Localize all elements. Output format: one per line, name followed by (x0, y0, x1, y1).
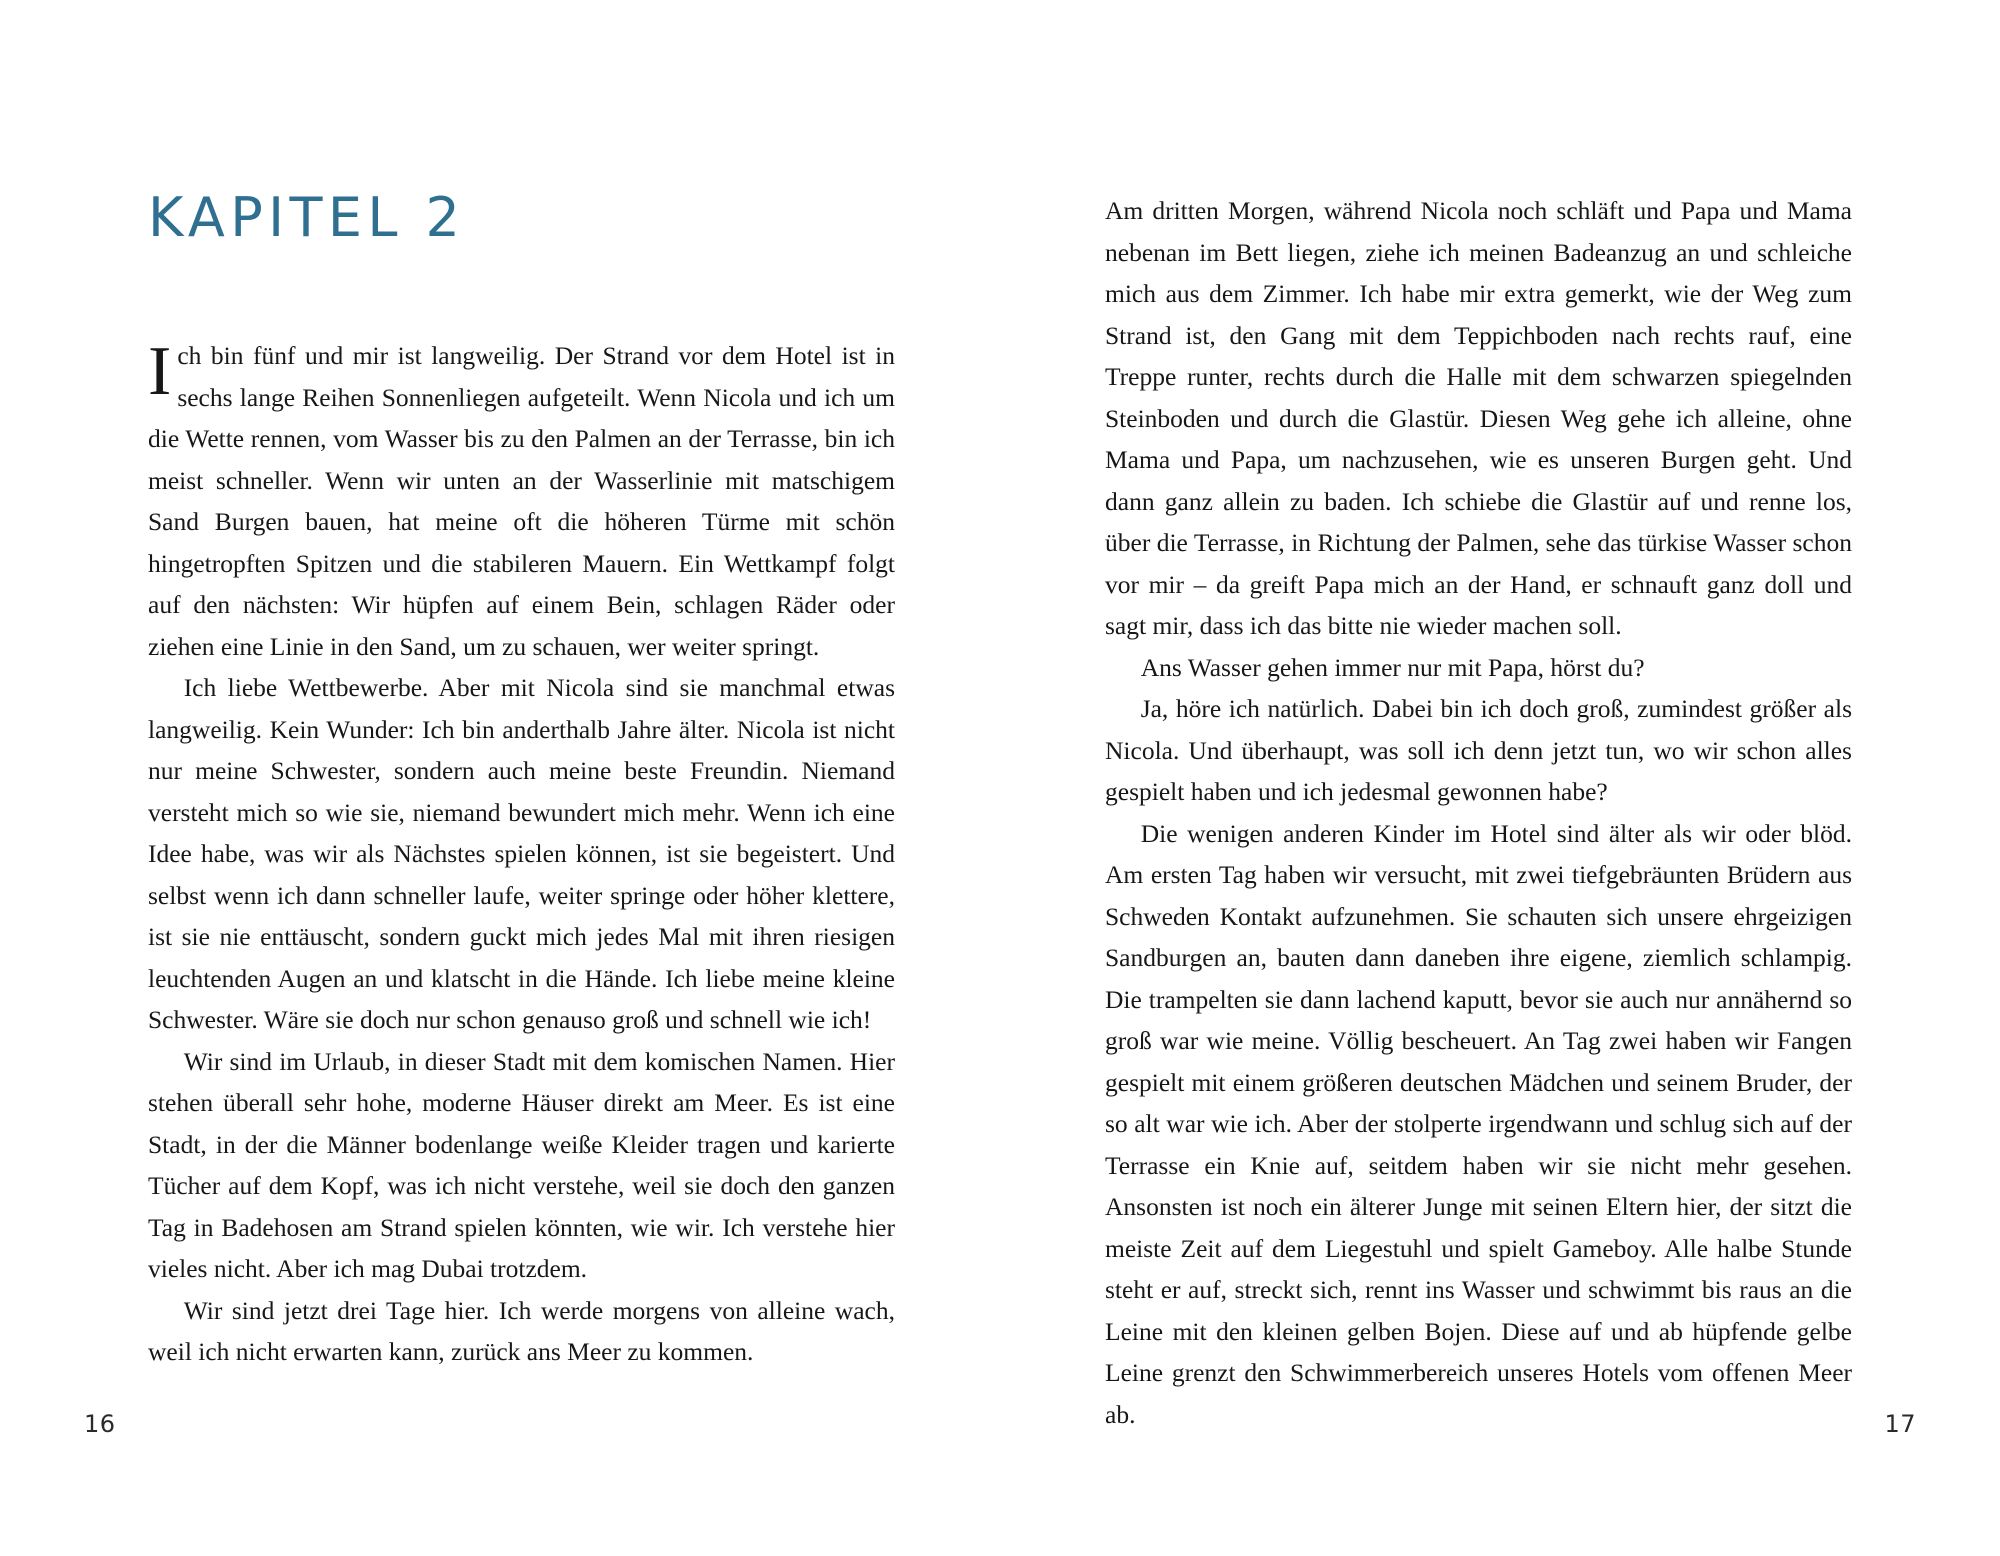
left-page-text-column (148, 335, 895, 1373)
page-number-right: 17 (1884, 1410, 1916, 1438)
chapter-title: KAPITEL 2 (148, 186, 466, 249)
paragraph: Ans Wasser gehen immer nur mit Papa, hörst du? (1140, 652, 1645, 682)
page-number-left: 16 (84, 1410, 116, 1438)
paragraph: Wir sind jetzt drei Tage hier. Ich werde morgens von alleine wach, weil ich nicht erwarten kann, zurück ans Meer zu kommen. (148, 1295, 895, 1367)
paragraph: Wir sind im Urlaub, in dieser Stadt mit dem komischen Namen. Hier stehen überall sehr hohe, moderne Häuser direkt am Meer. Es ist eine Stadt, in der die Männer bodenlange weiße Kleider tragen und karierte Tücher auf dem Kopf, was ich nicht verstehe, weil sie doch den ganzen Tag in Badehosen am Strand spielen könnten, wie wir. Ich verstehe hier vieles nicht. Aber ich mag Dubai trotzdem. (148, 1046, 895, 1284)
paragraph: Die wenigen anderen Kinder im Hotel sind älter als wir oder blöd. Am ersten Tag haben wir versucht, mit zwei tiefgebräunten Brüdern aus Schweden Kontakt aufzunehmen. Sie schauten sich unsere ehrgeizigen Sandburgen an, bauten dann daneben ihre eigene, ziemlich schlampig. Die trampelten sie dann lachend kaputt, bevor sie auch nur annähernd so groß war wie meine. Völlig bescheuert. An Tag zwei haben wir Fangen gespielt mit einem größeren deutschen Mädchen und seinem Bruder, der so alt war wie ich. Aber der stolperte irgendwann und schlug sich auf der Terrasse ein Knie auf, seitdem haben wir sie nicht mehr gesehen. Ansonsten ist noch ein älterer Junge mit seinen Eltern hier, der sitzt die meiste Zeit auf dem Liegestuhl und spielt Gameboy. Alle halbe Stunde steht er auf, streckt sich, rennt ins Wasser und schwimmt bis raus an die Leine mit den kleinen gelben Bojen. Diese auf und ab hüpfende gelbe Leine grenzt den Schwimmerbereich unseres Hotels vom offenen Meer ab. (1105, 818, 1852, 1429)
paragraph: Ich bin fünf und mir ist langweilig. Der Strand vor dem Hotel ist in sechs lange Reihen Sonnenliegen aufgeteilt. Wenn Nicola und ich um die Wette rennen, vom Wasser bis zu den Palmen an der Terrasse, bin ich meist schneller. Wenn wir unten an der Wasserlinie mit matschigem Sand Burgen bauen, hat meine oft die höheren Türme mit schön hingetropften Spitzen und die stabileren Mauern. Ein Wettkampf folgt auf den nächsten: Wir hüpfen auf einem Bein, schlagen Räder oder ziehen eine Linie in den Sand, um zu schauen, wer weiter springt. (148, 333, 895, 661)
right-page (1000, 0, 2000, 1556)
paragraph: Ich liebe Wettbewerbe. Aber mit Nicola sind sie manchmal etwas langweilig. Kein Wunder: Ich bin anderthalb Jahre älter. Nicola ist nicht nur meine Schwester, sondern auch meine beste Freundin. Niemand versteht mich so wie sie, niemand bewundert mich mehr. Wenn ich eine Idee habe, was wir als Nächstes spielen können, ist sie begeistert. Und selbst wenn ich dann schneller laufe, weiter springe oder höher klettere, ist sie nie enttäuscht, sondern guckt mich jedes Mal mit ihren riesigen leuchtenden Augen an und klatscht in die Hände. Ich liebe meine kleine Schwester. Wäre sie doch nur schon genauso groß und schnell wie ich! (148, 673, 895, 1035)
paragraph: Am dritten Morgen, während Nicola noch schläft und Papa und Mama nebenan im Bett liegen, ziehe ich meinen Badeanzug an und schleiche mich aus dem Zimmer. Ich habe mir extra gemerkt, wie der Weg zum Strand ist, den Gang mit dem Teppichboden nach rechts rauf, eine Treppe runter, rechts durch die Halle mit dem schwarzen spiegelnden Steinboden und durch die Glastür. Diesen Weg gehe ich alleine, ohne Mama und Papa, um nachzusehen, wie es unseren Burgen geht. Und dann ganz allein zu baden. Ich schiebe die Glastür auf und renne los, über die Terrasse, in Richtung der Palmen, sehe das türkise Wasser schon vor mir – da greift Papa mich an der Hand, er schnauft ganz doll und sagt mir, dass ich das bitte nie wieder machen soll. (1105, 196, 1852, 640)
paragraph: Ja, höre ich natürlich. Dabei bin ich doch groß, zumindest größer als Nicola. Und überhaupt, was soll ich denn jetzt tun, wo wir schon alles gespielt haben und ich jedesmal gewonnen habe? (1105, 694, 1852, 806)
right-page-text-column (1105, 0, 1852, 1435)
